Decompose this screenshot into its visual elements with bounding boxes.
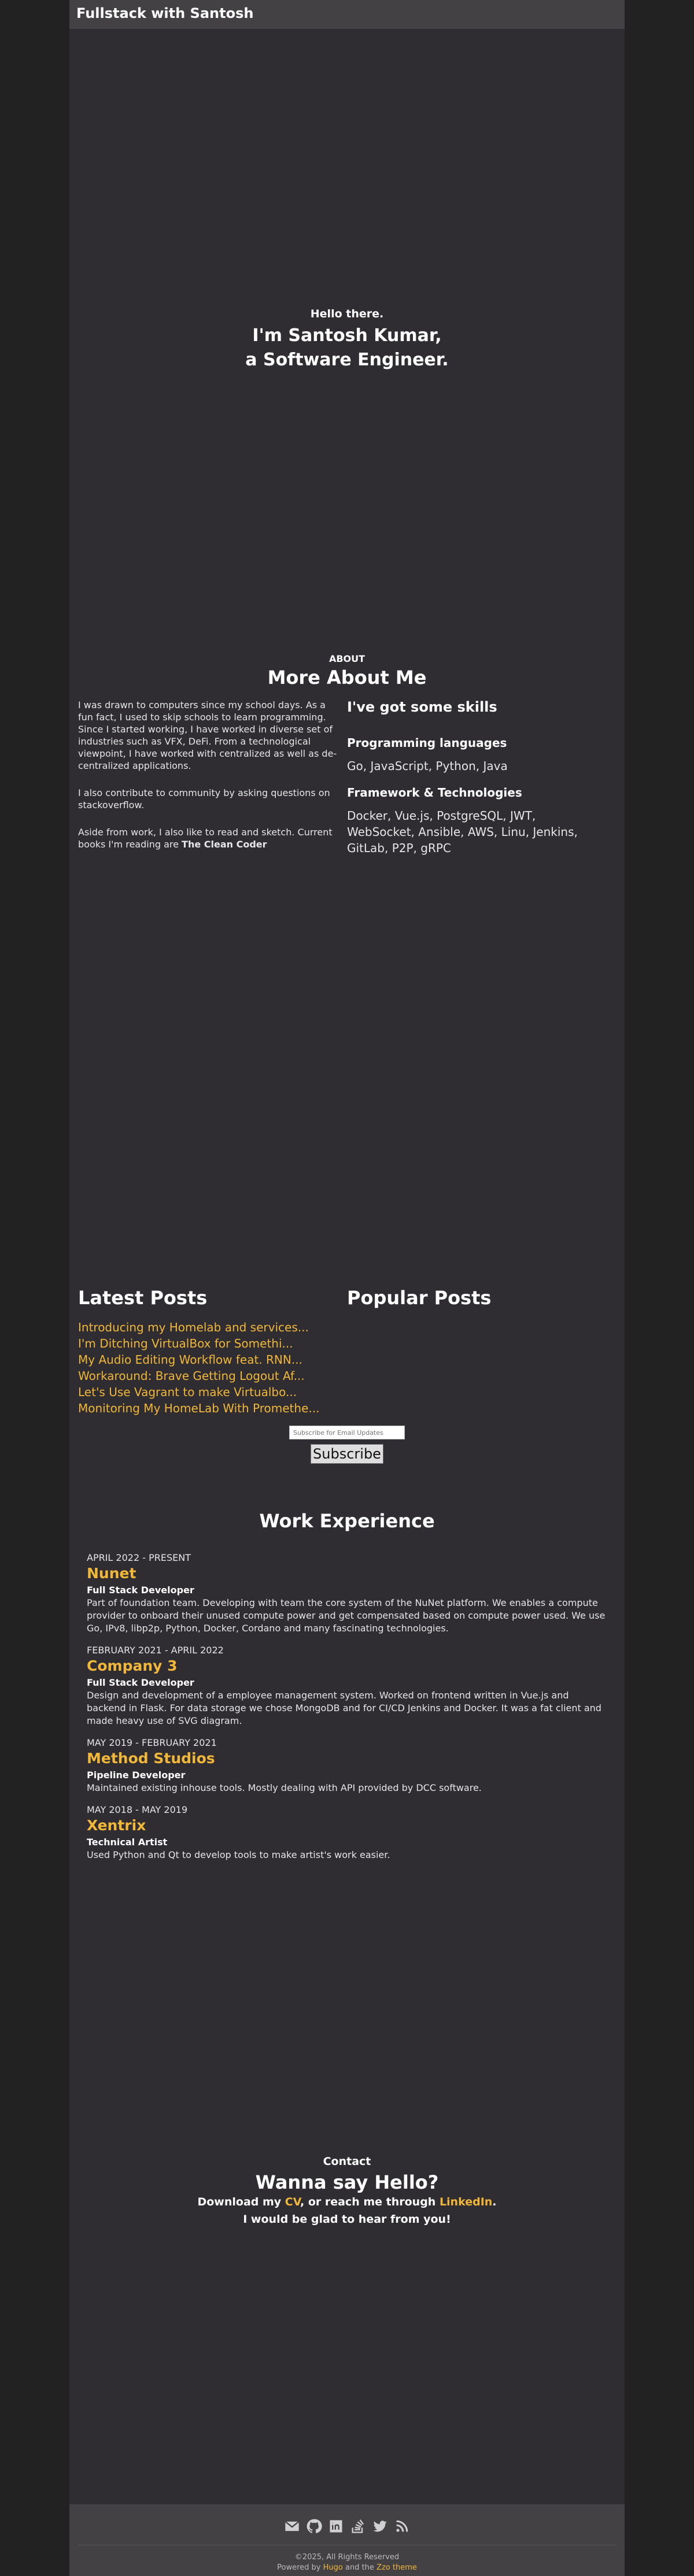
job-dates: FEBRUARY 2021 - APRIL 2022: [87, 1645, 224, 1656]
twitter-icon[interactable]: [372, 2518, 388, 2534]
about-paragraph: [78, 826, 338, 850]
footer: [69, 2504, 625, 2576]
linkedin-icon[interactable]: [328, 2518, 344, 2534]
contact-closing: I would be glad to hear from you!: [243, 2213, 451, 2226]
subscribe-button[interactable]: Subscribe: [311, 1444, 383, 1464]
stackoverflow-icon[interactable]: [350, 2518, 366, 2534]
cv-link[interactable]: CV: [285, 2196, 300, 2208]
job-entry: [87, 1804, 607, 1861]
contact-kicker: Contact: [323, 2155, 371, 2168]
rss-icon[interactable]: [394, 2518, 410, 2534]
copyright-text: ©2025, All Rights Reserved: [294, 2553, 400, 2562]
about-kicker: ABOUT: [328, 653, 366, 664]
subscribe-form: [69, 1426, 625, 1464]
skills-languages-heading: Programming languages: [347, 736, 507, 750]
skills-languages-list: Go, JavaScript, Python, Java: [347, 759, 508, 773]
skills-frameworks-heading: Framework & Technologies: [347, 786, 522, 800]
latest-post-link[interactable]: Workaround: Brave Getting Logout Af...: [78, 1369, 305, 1383]
powered-by: [69, 2563, 625, 2573]
job-company-link[interactable]: Company 3: [87, 1657, 178, 1674]
about-paragraph: I also contribute to community by asking questions on stackoverflow.: [78, 787, 330, 810]
github-icon[interactable]: [306, 2518, 322, 2534]
job-role: Full Stack Developer: [87, 1585, 194, 1596]
latest-posts: [78, 1287, 347, 1416]
hero-role: a Software Engineer.: [245, 350, 449, 370]
site-title-link[interactable]: Fullstack with Santosh: [76, 5, 254, 21]
about-section: [69, 653, 625, 865]
skills-panel: [338, 699, 599, 865]
latest-post-link[interactable]: I'm Ditching VirtualBox for Somethi...: [78, 1337, 293, 1350]
contact-section: [69, 2155, 625, 2228]
job-dates: MAY 2018 - MAY 2019: [87, 1804, 188, 1815]
job-role: Pipeline Developer: [87, 1770, 186, 1781]
contact-line: [69, 2193, 625, 2211]
latest-post-link[interactable]: Let's Use Vagrant to make Virtualbo...: [78, 1385, 297, 1399]
latest-post-link[interactable]: My Audio Editing Workflow feat. RNN...: [78, 1353, 302, 1367]
latest-posts-title: Latest Posts: [78, 1287, 208, 1309]
job-dates: MAY 2019 - FEBRUARY 2021: [87, 1737, 217, 1748]
hugo-link[interactable]: Hugo: [323, 2563, 343, 2572]
popular-posts-title: Popular Posts: [347, 1287, 492, 1309]
email-icon[interactable]: [284, 2518, 300, 2534]
job-description: Design and development of a employee management system. Worked on frontend written in Vue.js and backend in Flask. For data storage we chose MongoDB and for CI/CD Jenkins and Docker. It was a fat client and made heavy use of SVG diagram.: [87, 1690, 601, 1726]
skills-title: I've got some skills: [347, 699, 497, 715]
contact-text: , or reach me through: [300, 2196, 440, 2208]
top-navbar: [69, 0, 625, 29]
about-reading-text: Aside from work, I also like to read and sketch. Current books I'm reading are: [78, 827, 333, 850]
work-title: Work Experience: [259, 1510, 435, 1532]
job-role: Full Stack Developer: [87, 1677, 194, 1688]
about-bio: [78, 699, 338, 865]
contact-text: Download my: [197, 2196, 285, 2208]
email-subscribe-input[interactable]: [289, 1426, 405, 1439]
posts-section: [69, 1287, 625, 1416]
work-experience-section: [69, 1510, 625, 1871]
job-company-link[interactable]: Method Studios: [87, 1750, 215, 1767]
powered-text: Powered by: [277, 2563, 323, 2572]
latest-post-link[interactable]: Introducing my Homelab and services...: [78, 1320, 309, 1334]
contact-text: .: [492, 2196, 497, 2208]
zzo-theme-link[interactable]: Zzo theme: [376, 2563, 417, 2572]
popular-posts: [347, 1287, 616, 1416]
contact-title: Wanna say Hello?: [255, 2171, 439, 2193]
about-title: More About Me: [267, 667, 427, 689]
hero-section: [69, 308, 625, 372]
hero-greeting: Hello there.: [310, 308, 384, 320]
about-paragraph: I was drawn to computers since my school days. As a fun fact, I used to skip schools to learn programming. Since I started working, I have worked in diverse set of industries such as VFX, DeFi. From a technological viewpoint, I have worked with centralized as well as de-centralized applications.: [78, 699, 337, 771]
job-description: Used Python and Qt to develop tools to make artist's work easier.: [87, 1849, 390, 1860]
powered-text: and the: [342, 2563, 377, 2572]
job-company-link[interactable]: Nunet: [87, 1565, 136, 1582]
job-entry: [87, 1644, 607, 1727]
job-entry: [87, 1552, 607, 1635]
latest-post-link[interactable]: Monitoring My HomeLab With Promethe...: [78, 1401, 320, 1415]
current-book: The Clean Coder: [182, 839, 267, 850]
job-dates: APRIL 2022 - PRESENT: [87, 1552, 191, 1563]
job-company-link[interactable]: Xentrix: [87, 1817, 146, 1834]
page-container: [69, 0, 625, 2576]
job-role: Technical Artist: [87, 1837, 168, 1848]
job-description: Part of foundation team. Developing with team the core system of the NuNet platform. We enables a compute provider to onboard their unused compute power and get compensated based on compute power used. We use Go, IPv8, libp2p, Python, Docker, Cordano and many fascinating technologies.: [87, 1597, 606, 1634]
hero-name: I'm Santosh Kumar,: [252, 325, 442, 346]
linkedin-link[interactable]: LinkedIn: [439, 2196, 493, 2208]
skills-frameworks-list: Docker, Vue.js, PostgreSQL, JWT, WebSocket, Ansible, AWS, Linu, Jenkins, GitLab, P2P, gRPC: [347, 809, 578, 855]
job-description: Maintained existing inhouse tools. Mostly dealing with API provided by DCC software.: [87, 1782, 482, 1793]
social-icons: [69, 2518, 625, 2534]
job-entry: [87, 1737, 607, 1794]
